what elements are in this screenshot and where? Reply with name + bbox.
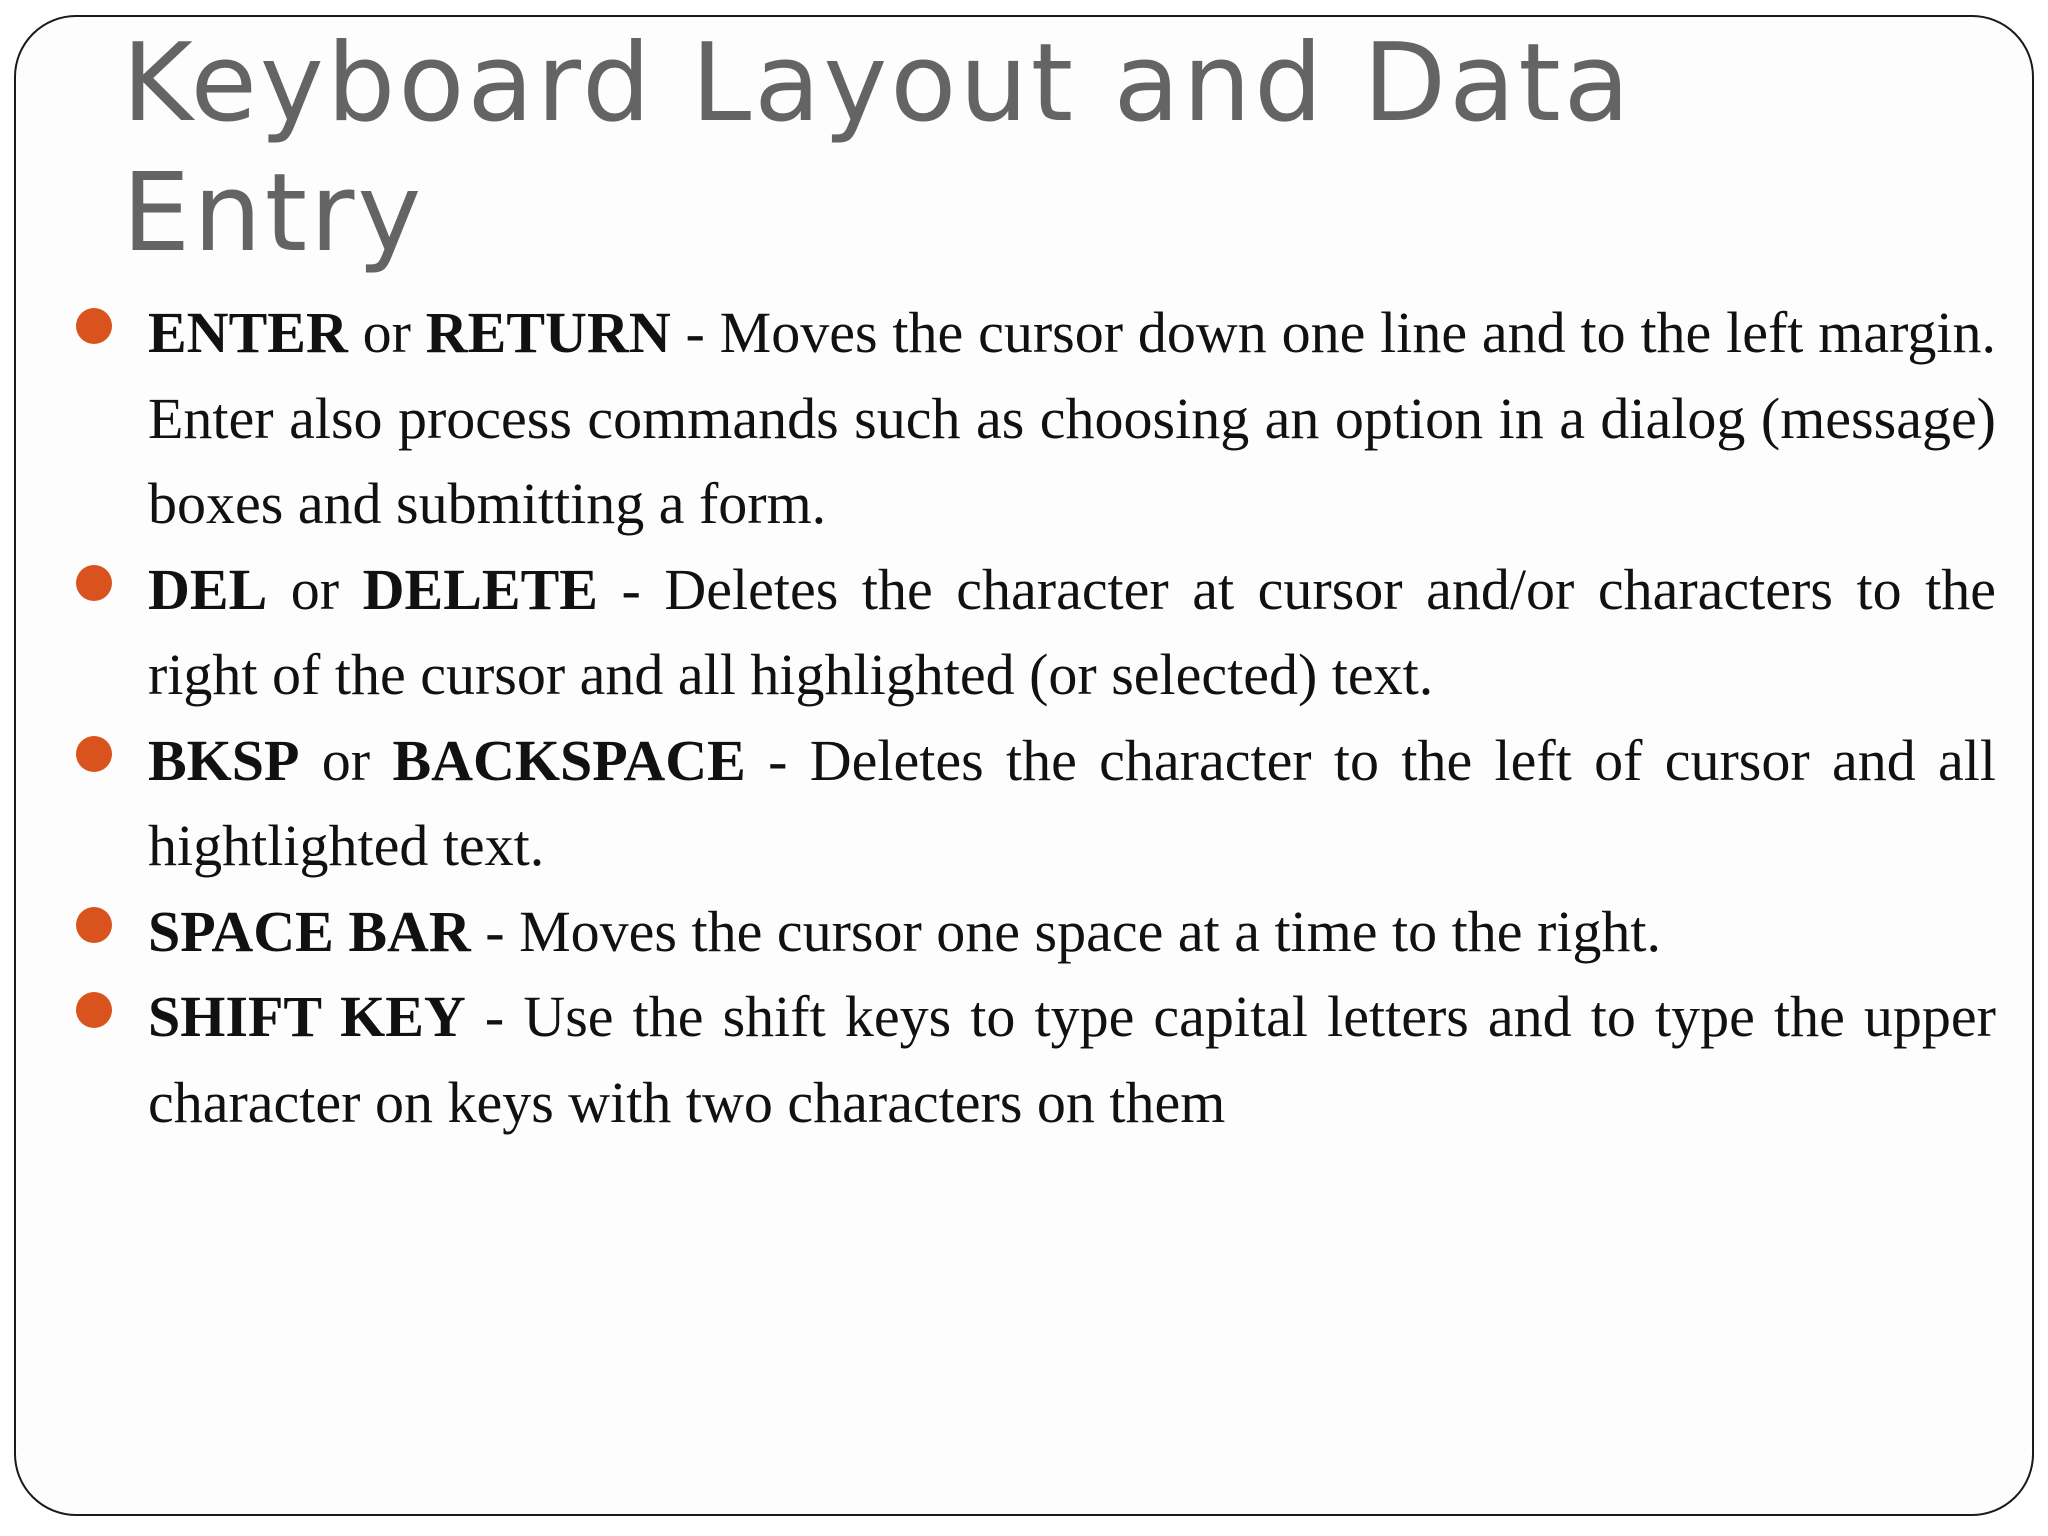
bullet-dot-icon xyxy=(76,907,112,943)
bullet-dot-icon xyxy=(76,736,112,772)
bullet-item-shift-key xyxy=(76,974,1996,1145)
bullet-item-backspace xyxy=(76,718,1996,889)
key-name: DELETE xyxy=(362,556,598,622)
key-name: SPACE BAR xyxy=(148,898,471,964)
key-name: BACKSPACE xyxy=(392,727,746,793)
key-name: SHIFT KEY xyxy=(148,984,466,1049)
slide xyxy=(14,15,2034,1516)
bullet-item-delete xyxy=(76,547,1996,718)
key-name: BKSP xyxy=(148,727,300,793)
connector-text: or xyxy=(267,556,363,622)
key-description: - Moves the cursor one space at a time to the right. xyxy=(470,898,1662,964)
connector-text: or xyxy=(299,727,393,793)
bullet-dot-icon xyxy=(76,992,112,1028)
key-description: - Use the shift keys to type capital letters and to type the upper character on keys with two characters on them xyxy=(148,984,1996,1135)
bullet-dot-icon xyxy=(76,308,112,344)
bullet-item-enter xyxy=(76,290,1996,547)
key-name: ENTER xyxy=(148,300,348,365)
key-name: DEL xyxy=(148,556,268,622)
key-description: - Deletes the character at cursor and/or characters to the right of the cursor and all highlighted (or selected) text. xyxy=(148,556,1996,707)
bullet-item-space-bar xyxy=(76,889,1996,975)
bullet-list xyxy=(76,290,1996,1145)
connector-text: or xyxy=(347,300,426,365)
bullet-dot-icon xyxy=(76,565,112,601)
key-name: RETURN xyxy=(425,300,671,365)
key-description: - Moves the cursor down one line and to the left margin. Enter also process commands such as choosing an option in a dialog (message) boxes and submitting a form. xyxy=(148,300,1996,536)
key-description: - Deletes the character to the left of cursor and all hightlighted text. xyxy=(148,727,1996,878)
slide-title: Keyboard Layout and Data Entry xyxy=(122,21,1633,276)
